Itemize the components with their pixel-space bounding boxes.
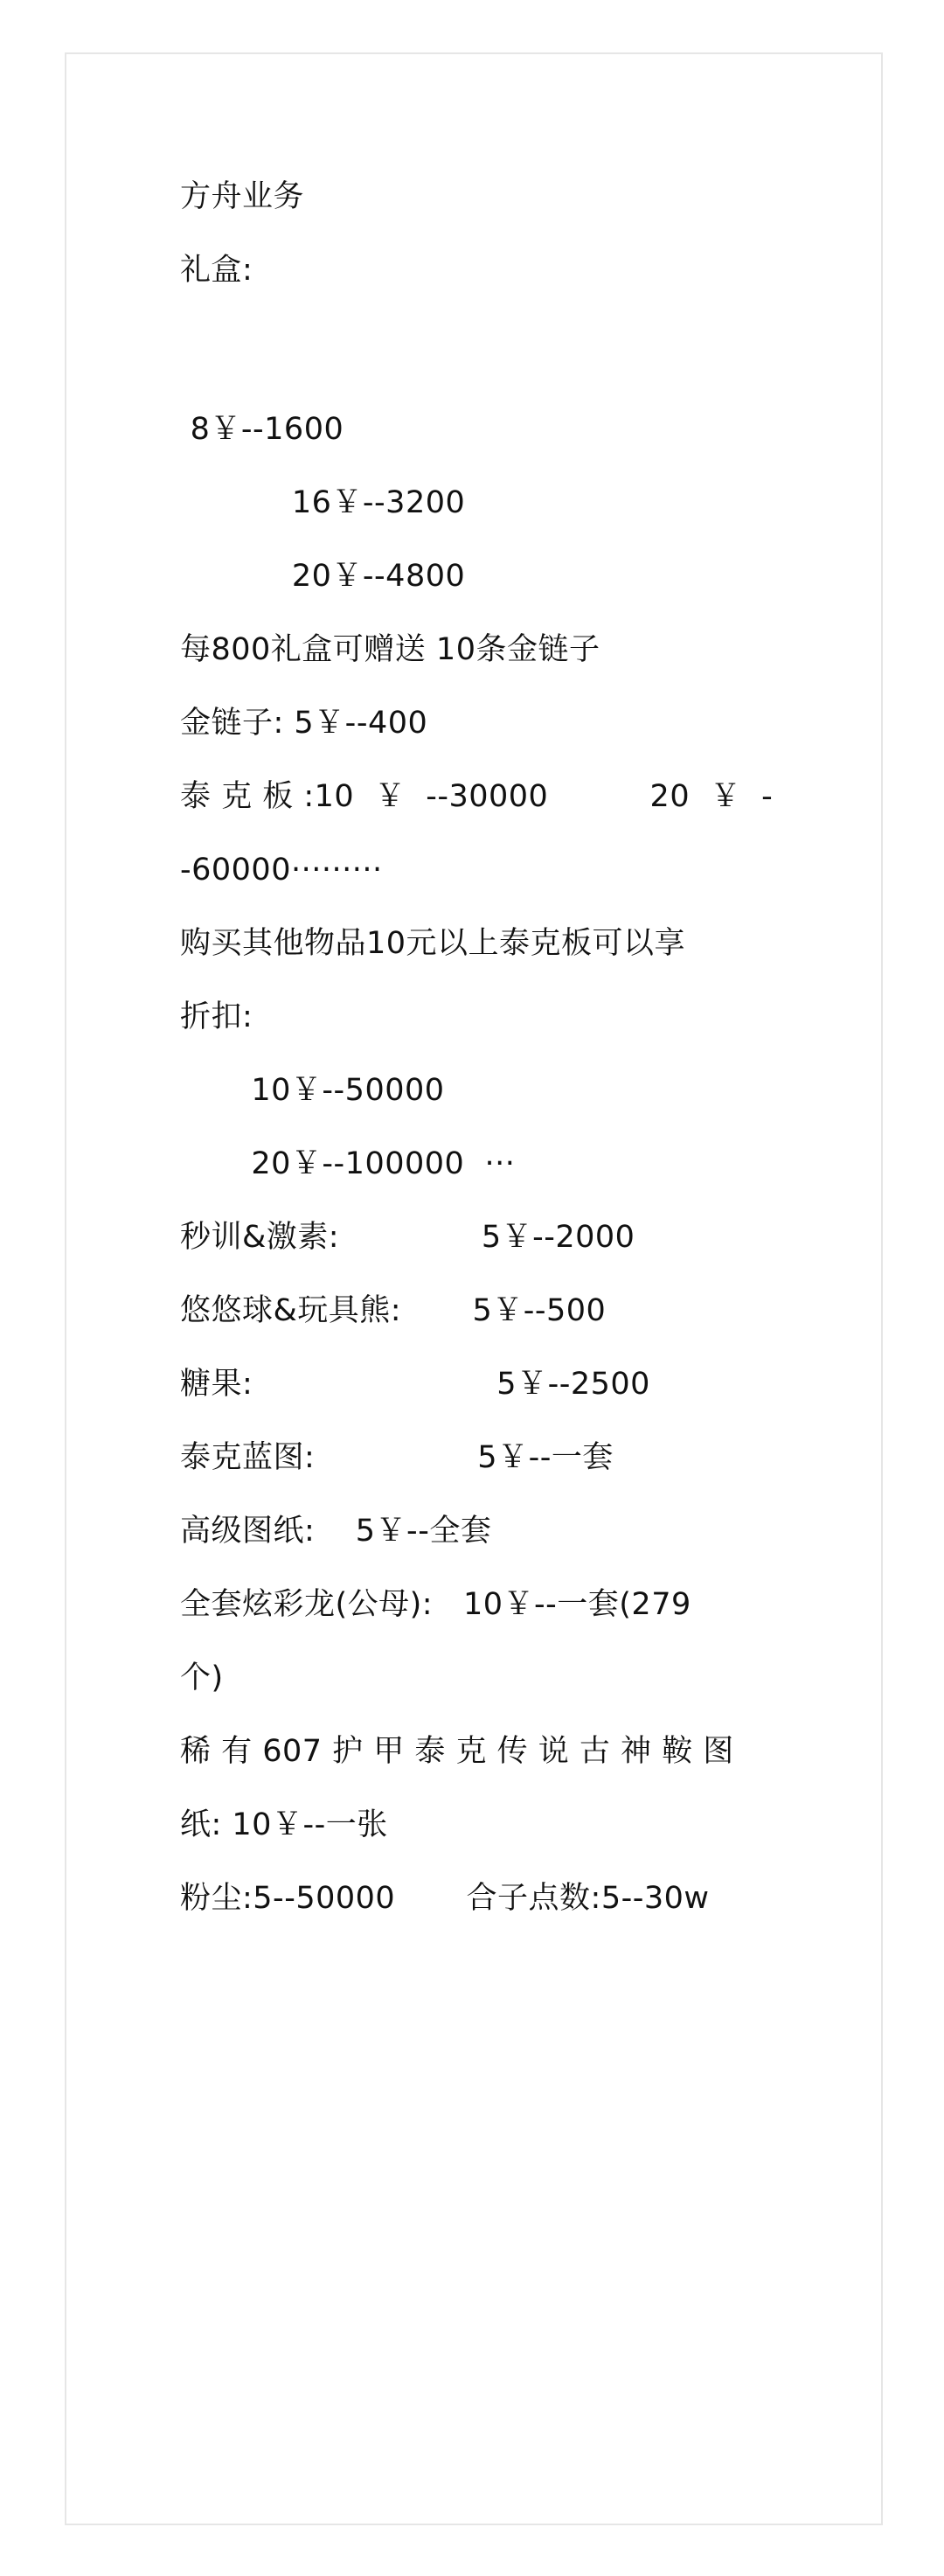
text-line: 纸: 10￥--一张 (180, 1807, 388, 1842)
text-line: 泰克蓝图: 5￥--一套 (180, 1440, 614, 1475)
text-line: 高级图纸: 5￥--全套 (180, 1514, 492, 1549)
text-line: 购买其他物品10元以上泰克板可以享 (180, 926, 686, 961)
text-line: 糖果: 5￥--2500 (180, 1367, 650, 1402)
text-line: 8￥--1600 (180, 412, 344, 447)
text-line: 粉尘:5--50000 合子点数:5--30w (180, 1881, 710, 1916)
text-line: 礼盒: (180, 253, 253, 288)
text-line: 全套炫彩龙(公母): 10￥--一套(279 (180, 1587, 691, 1622)
text-line: 16￥--3200 (180, 485, 466, 520)
text-line: 10￥--50000 (180, 1073, 445, 1108)
text-line: 泰 克 板 :10 ￥ --30000 20 ￥ - (180, 779, 774, 814)
text-line: 金链子: 5￥--400 (180, 706, 428, 741)
text-line: 20￥--100000 ··· (180, 1146, 516, 1181)
document-page (65, 52, 883, 2525)
text-line: 20￥--4800 (180, 559, 466, 594)
text-line: 个) (180, 1660, 224, 1695)
text-line: 悠悠球&玩具熊: 5￥--500 (180, 1293, 607, 1328)
document-title: 方舟业务 (180, 179, 305, 214)
text-line: 稀 有 607 护 甲 泰 克 传 说 古 神 鞍 图 (180, 1734, 734, 1769)
text-line: -60000········· (180, 853, 383, 888)
text-line: 折扣: (180, 999, 253, 1034)
text-line: 每800礼盒可赠送 10条金链子 (180, 632, 600, 667)
text-line: 秒训&激素: 5￥--2000 (180, 1220, 635, 1255)
